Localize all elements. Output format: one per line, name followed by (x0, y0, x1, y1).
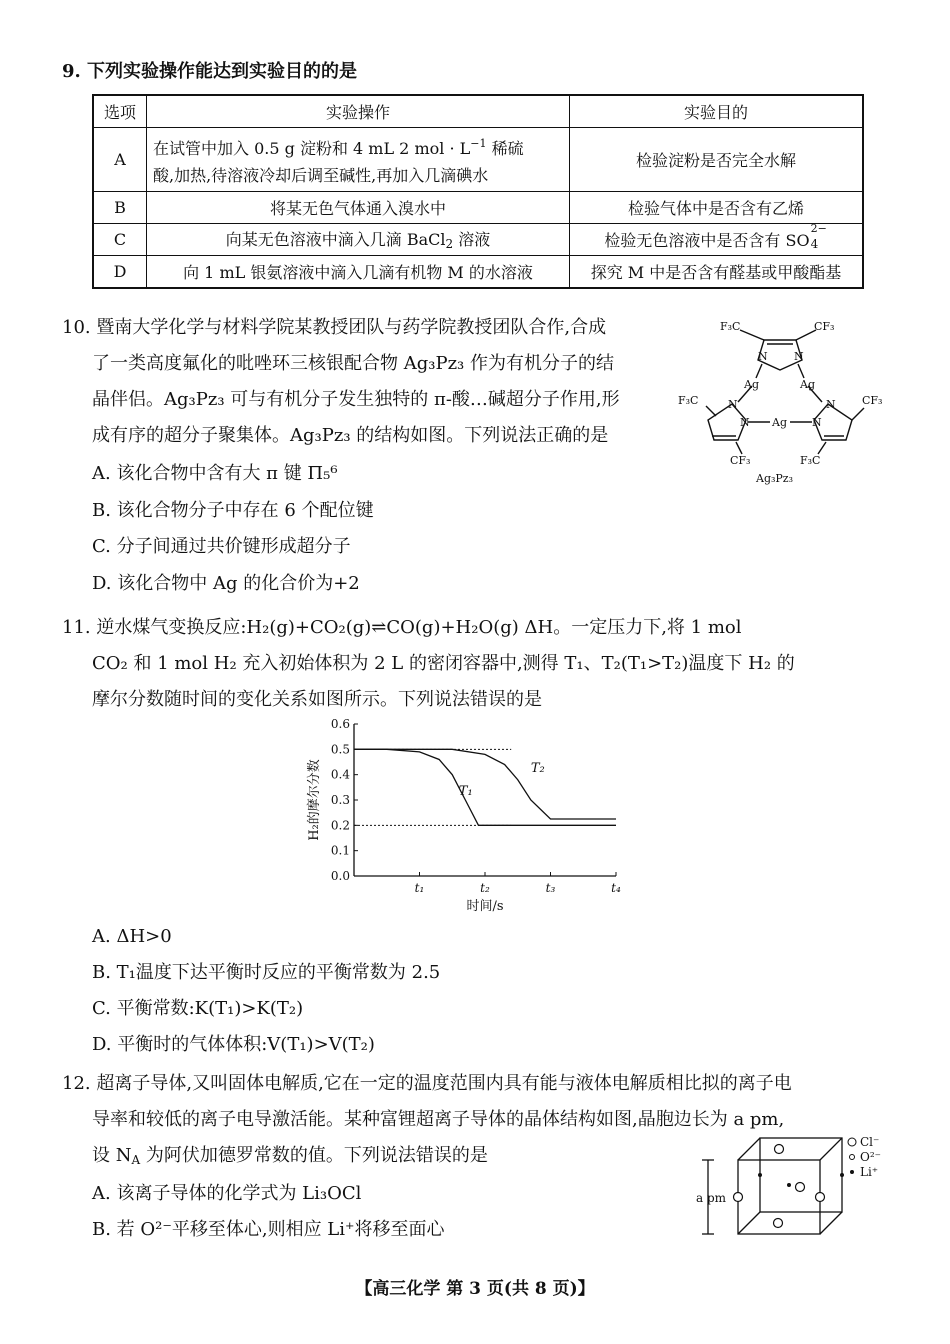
q11-line: 11. 逆水煤气变换反应:H₂(g)+CO₂(g)⇌CO(g)+H₂O(g) ΔH。一定压力下,将 1 mol (62, 617, 742, 638)
subscript: 4 (810, 236, 819, 251)
q9-stem: 9. 下列实验操作能达到实验目的的是 (62, 61, 358, 82)
edge-label: a pm (696, 1191, 727, 1205)
q10-option-a: A. 该化合物中含有大 π 键 Π₅⁶ (92, 463, 338, 484)
page-footer: 【高三化学 第 3 页(共 8 页)】 (355, 1279, 595, 1299)
series-label-1: T₁ (458, 783, 473, 799)
cf3-label: CF₃ (730, 454, 751, 467)
goal-cell: 检验淀粉是否完全水解 (570, 127, 864, 191)
y-tick-label: 0.5 (330, 742, 350, 757)
q10-option-c: C. 分子间通过共价键形成超分子 (92, 536, 351, 557)
goal-cell (570, 223, 864, 255)
q12-option-a: A. 该离子导体的化学式为 Li₃OCl (92, 1183, 362, 1204)
operation-cell (147, 127, 570, 191)
table-header-cell: 选项 (93, 95, 147, 127)
operation-text: 溶液 (453, 230, 491, 249)
table-header-cell: 实验操作 (147, 95, 570, 127)
q12-text: 为阿伏加德罗常数的值。下列说法错误的是 (140, 1145, 488, 1166)
operation-text: 稀硫 (486, 138, 524, 158)
q10-line: 成有序的超分子聚集体。Ag₃Pz₃ 的结构如图。下列说法正确的是 (92, 425, 609, 446)
operation-cell (147, 223, 570, 255)
x-tick-label: t₂ (480, 881, 490, 895)
f3c-label: F₃C (800, 454, 821, 467)
y-tick-label: 0.3 (330, 793, 350, 807)
f3c-label: F₃C (720, 320, 741, 333)
operation-text: 酸,加热,待溶液冷却后调至碱性,再加入几滴碘水 (153, 165, 489, 185)
cf3-label: CF₃ (862, 394, 883, 407)
table-row (93, 127, 863, 191)
figure-caption: Ag₃Pz₃ (756, 472, 794, 485)
q11-option-d: D. 平衡时的气体体积:V(T₁)>V(T₂) (92, 1034, 375, 1055)
option-cell: B (93, 191, 147, 223)
h2-mole-fraction-chart (300, 712, 640, 922)
subscript: 2 (445, 237, 454, 251)
q11-option-a: A. ΔH>0 (92, 926, 172, 947)
n-label: N (740, 416, 750, 429)
y-tick-label: 0.2 (330, 818, 350, 833)
x-tick-label: t₄ (611, 881, 621, 895)
q12-line: 12. 超离子导体,又叫固体电解质,它在一定的温度范围内具有能与液体电解质相比拟的离子电 (62, 1073, 792, 1094)
goal-text: 检验无色溶液中是否含有 SO (604, 230, 810, 250)
x-tick-label: t₃ (545, 881, 556, 895)
q9-table (92, 94, 864, 289)
series-label-2: T₂ (530, 761, 545, 777)
y-tick-label: 0.0 (330, 869, 350, 883)
cf3-label: CF₃ (814, 320, 835, 333)
goal-cell: 检验气体中是否含有乙烯 (570, 191, 864, 223)
q11-option-b: B. T₁温度下达平衡时反应的平衡常数为 2.5 (92, 962, 441, 983)
y-axis-label: H₂的摩尔分数 (307, 759, 322, 841)
table-row (93, 191, 863, 223)
n-label: N (812, 416, 822, 429)
q10-option-b: B. 该化合物分子中存在 6 个配位键 (92, 500, 374, 521)
n-label: N (758, 350, 768, 363)
superscript: 2− (810, 221, 827, 235)
operation-text: 向某无色溶液中滴入几滴 BaCl (225, 230, 446, 249)
n-label: N (794, 350, 804, 363)
table-row (93, 223, 863, 255)
n-label: N (728, 398, 738, 411)
operation-text: 在试管中加入 0.5 g 淀粉和 4 mL 2 mol · L (153, 138, 471, 158)
ag-label: Ag (772, 416, 787, 429)
n-label: N (826, 398, 836, 411)
operation-cell: 向 1 mL 银氨溶液中滴入几滴有机物 M 的水溶液 (147, 255, 570, 288)
ag-label: Ag (744, 378, 759, 391)
q12-text: 设 N (92, 1145, 132, 1166)
f3c-label: F₃C (678, 394, 699, 407)
series-line-1 (354, 749, 616, 825)
legend-li: Li⁺ (860, 1165, 879, 1179)
goal-cell: 探究 M 中是否含有醛基或甲酸酯基 (570, 255, 864, 288)
unit-cell-diagram (694, 1130, 894, 1240)
option-cell: D (93, 255, 147, 288)
option-cell: C (93, 223, 147, 255)
q12-line: 导率和较低的离子电导激活能。某种富锂超离子导体的晶体结构如图,晶胞边长为 a pm, (92, 1109, 785, 1130)
q12-option-b: B. 若 O²⁻平移至体心,则相应 Li⁺将移至面心 (92, 1219, 445, 1240)
operation-cell: 将某无色气体通入溴水中 (147, 191, 570, 223)
table-row (93, 255, 863, 288)
q10-line: 10. 暨南大学化学与材料学院某教授团队与药学院教授团队合作,合成 (62, 317, 607, 338)
y-tick-label: 0.4 (330, 767, 350, 782)
option-cell: A (93, 127, 147, 191)
y-tick-label: 0.1 (330, 843, 350, 858)
series-line-2 (354, 749, 616, 819)
ag3pz3-structure-diagram (676, 308, 886, 488)
x-axis-label: 时间/s (466, 899, 504, 914)
table-header-row (93, 95, 863, 127)
superscript: −1 (470, 136, 487, 150)
q11-line: 摩尔分数随时间的变化关系如图所示。下列说法错误的是 (92, 689, 542, 710)
q10-line: 晶伴侣。Ag₃Pz₃ 可与有机分子发生独特的 π-酸…碱超分子作用,形 (92, 389, 620, 410)
q11-option-c: C. 平衡常数:K(T₁)>K(T₂) (92, 998, 304, 1019)
q10-option-d: D. 该化合物中 Ag 的化合价为+2 (92, 573, 360, 594)
legend-cl: Cl⁻ (860, 1135, 880, 1149)
legend-o: O²⁻ (860, 1150, 881, 1164)
q11-line: CO₂ 和 1 mol H₂ 充入初始体积为 2 L 的密闭容器中,测得 T₁、T₂(T₁>T₂)温度下 H₂ 的 (92, 653, 795, 674)
table-header-cell: 实验目的 (570, 95, 864, 127)
x-tick-label: t₁ (414, 881, 425, 895)
y-tick-label: 0.6 (330, 717, 350, 731)
q10-line: 了一类高度氟化的吡唑环三核银配合物 Ag₃Pz₃ 作为有机分子的结 (92, 353, 614, 374)
ag-label: Ag (800, 378, 815, 391)
subscript: A (131, 1153, 141, 1167)
q12-line (92, 1138, 488, 1178)
